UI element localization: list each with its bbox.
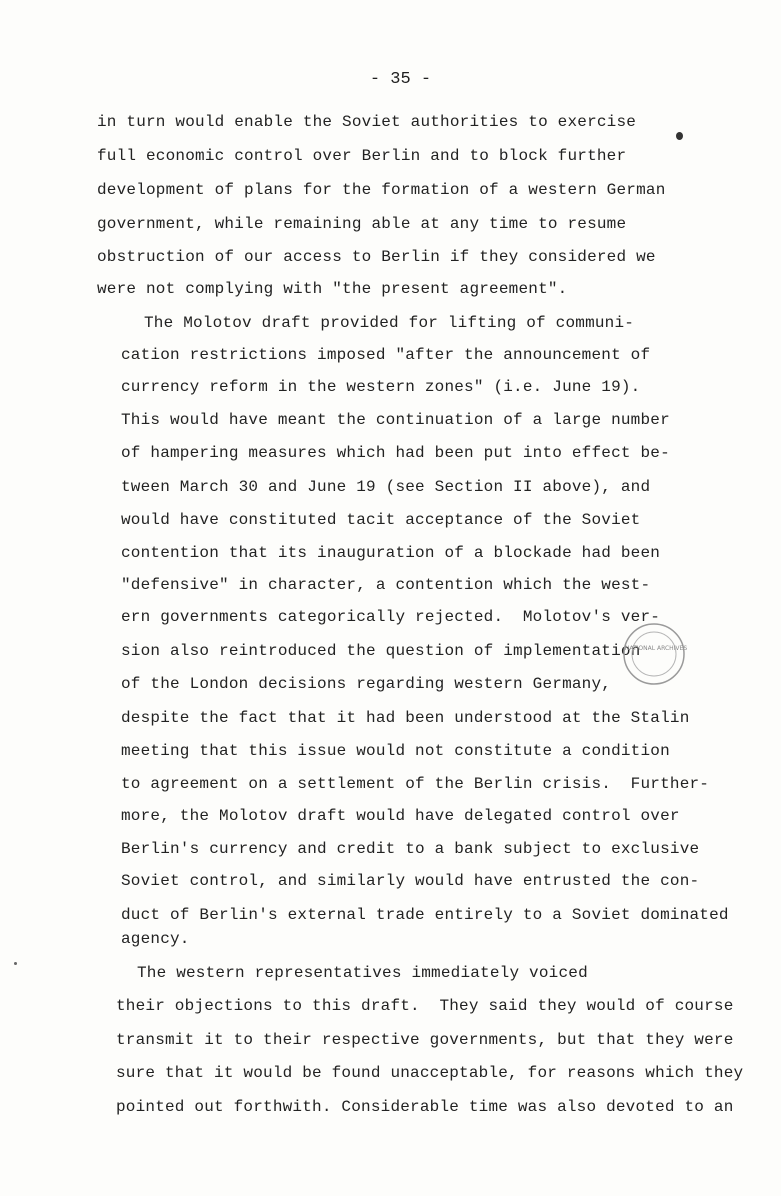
text-line: Soviet control, and similarly would have entrusted the con- (121, 872, 700, 890)
text-line: sion also reintroduced the question of implementation (121, 642, 641, 660)
text-line: despite the fact that it had been understood at the Stalin (121, 709, 690, 727)
text-line: to agreement on a settlement of the Berlin crisis. Further- (121, 775, 710, 793)
text-line: development of plans for the formation of a western German (97, 181, 666, 199)
text-line: "defensive" in character, a contention which the west- (121, 576, 651, 594)
text-line: in turn would enable the Soviet authorities to exercise (97, 113, 637, 131)
archive-stamp (618, 614, 688, 694)
ink-speck (14, 962, 17, 965)
text-line: would have constituted tacit acceptance of the Soviet (121, 511, 641, 529)
text-line: agency. (121, 930, 190, 948)
text-line: Berlin's currency and credit to a bank subject to exclusive (121, 840, 700, 858)
text-line: of the London decisions regarding western Germany, (121, 675, 612, 693)
text-line: ern governments categorically rejected. Molotov's ver- (121, 608, 661, 626)
text-line: currency reform in the western zones" (i.e. June 19). (121, 378, 641, 396)
text-line: duct of Berlin's external trade entirely to a Soviet dominated (121, 906, 729, 924)
text-line: pointed out forthwith. Considerable time was also devoted to an (116, 1098, 734, 1116)
text-line: more, the Molotov draft would have delegated control over (121, 807, 680, 825)
text-line: full economic control over Berlin and to block further (97, 147, 627, 165)
text-line: obstruction of our access to Berlin if they considered we (97, 248, 656, 266)
text-line: The Molotov draft provided for lifting of communi- (144, 314, 635, 332)
stamp-text: NATIONAL ARCHIVES (624, 645, 688, 652)
text-line: transmit it to their respective governments, but that they were (116, 1031, 734, 1049)
text-line: sure that it would be found unacceptable, for reasons which they (116, 1064, 744, 1082)
text-line: The western representatives immediately voiced (137, 964, 588, 982)
text-line: tween March 30 and June 19 (see Section II above), and (121, 478, 651, 496)
text-line: their objections to this draft. They said they would of course (116, 997, 734, 1015)
text-line: This would have meant the continuation of a large number (121, 411, 670, 429)
text-line: were not complying with "the present agreement". (97, 280, 568, 298)
text-line: government, while remaining able at any time to resume (97, 215, 627, 233)
page-number: - 35 - (369, 70, 432, 89)
text-line: contention that its inauguration of a blockade had been (121, 544, 661, 562)
text-line: meeting that this issue would not constitute a condition (121, 742, 670, 760)
text-line: cation restrictions imposed "after the announcement of (121, 346, 651, 364)
text-line: of hampering measures which had been put into effect be- (121, 444, 670, 462)
ink-speck (676, 132, 683, 140)
